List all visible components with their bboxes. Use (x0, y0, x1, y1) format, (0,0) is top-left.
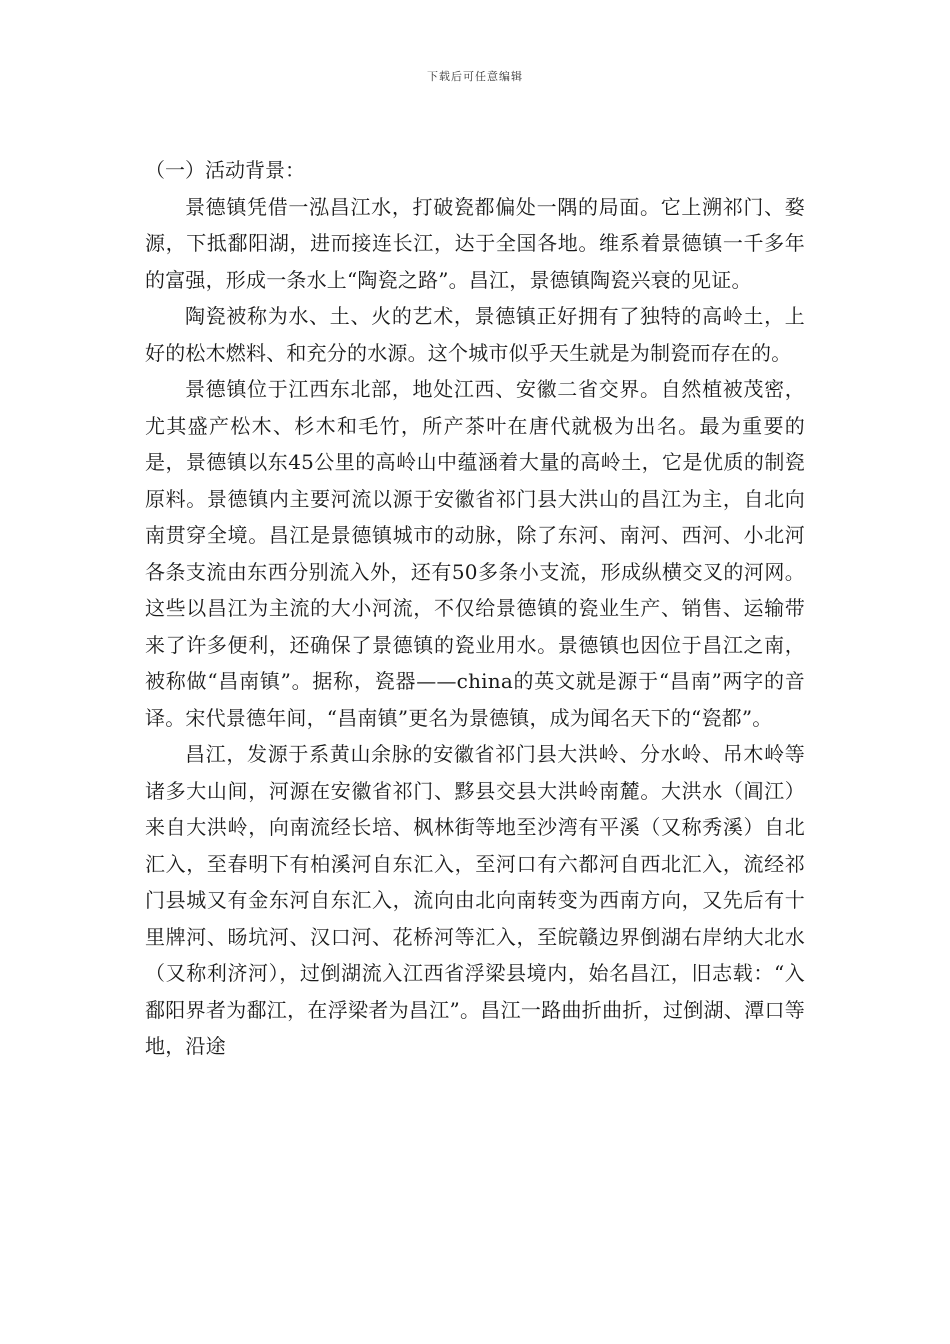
paragraph-4: 昌江，发源于系黄山余脉的安徽省祁门县大洪岭、分水岭、吊木岭等诸多大山间，河源在安徽省祁门、黟县交县大洪岭南麓。大洪水（阊江）来自大洪岭，向南流经长培、枫林街等地至沙湾有平溪（又称秀溪）自北汇入，至春明下有柏溪河自东汇入，至河口有六都河自西北汇入，流经祁门县城又有金东河自东汇入，流向由北向南转变为西南方向，又先后有十里牌河、旸坑河、汉口河、花桥河等汇入，至皖赣边界倒湖右岸纳大北水（又称利济河），过倒湖流入江西省浮梁县境内，始名昌江，旧志载：“入鄱阳界者为鄱江，在浮梁者为昌江”。昌江一路曲折曲折，过倒湖、潭口等地，沿途 (145, 742, 805, 1058)
paragraph-3: 景德镇位于江西东北部，地处江西、安徽二省交界。自然植被茂密，尤其盛产松木、杉木和毛竹，所产茶叶在唐代就极为出名。最为重要的是，景德镇以东45公里的高岭山中蕴涵着大量的高岭土，它是优质的制瓷原料。景德镇内主要河流以源于安徽省祁门县大洪山的昌江为主，自北向南贯穿全境。昌江是景德镇城市的动脉，除了东河、南河、西河、小北河各条支流由东西分别流入外，还有50多条小支流，形成纵横交叉的河网。这些以昌江为主流的大小河流，不仅给景德镇的瓷业生产、销售、运输带来了许多便利，还确保了景德镇的瓷业用水。景德镇也因位于昌江之南，被称做“昌南镇”。据称，瓷器——china的英文就是源于“昌南”两字的音译。宋代景德年间，“昌南镇”更名为景德镇，成为闻名天下的“瓷都”。 (145, 377, 805, 730)
paragraph-2: 陶瓷被称为水、土、火的艺术，景德镇正好拥有了独特的高岭土，上好的松木燃料、和充分的水源。这个城市似乎天生就是为制瓷而存在的。 (145, 304, 805, 365)
paragraph-1: 景德镇凭借一泓昌江水，打破瓷都偏处一隅的局面。它上溯祁门、婺源，下抵鄱阳湖，进而接连长江，达于全国各地。维系着景德镇一千多年的富强，形成一条水上“陶瓷之路”。昌江，景德镇陶瓷兴衰的见证。 (145, 194, 805, 292)
document-body (145, 152, 805, 1065)
section-title: （一）活动背景： (145, 158, 305, 182)
page-header-note: 下载后可任意编辑 (427, 70, 523, 83)
